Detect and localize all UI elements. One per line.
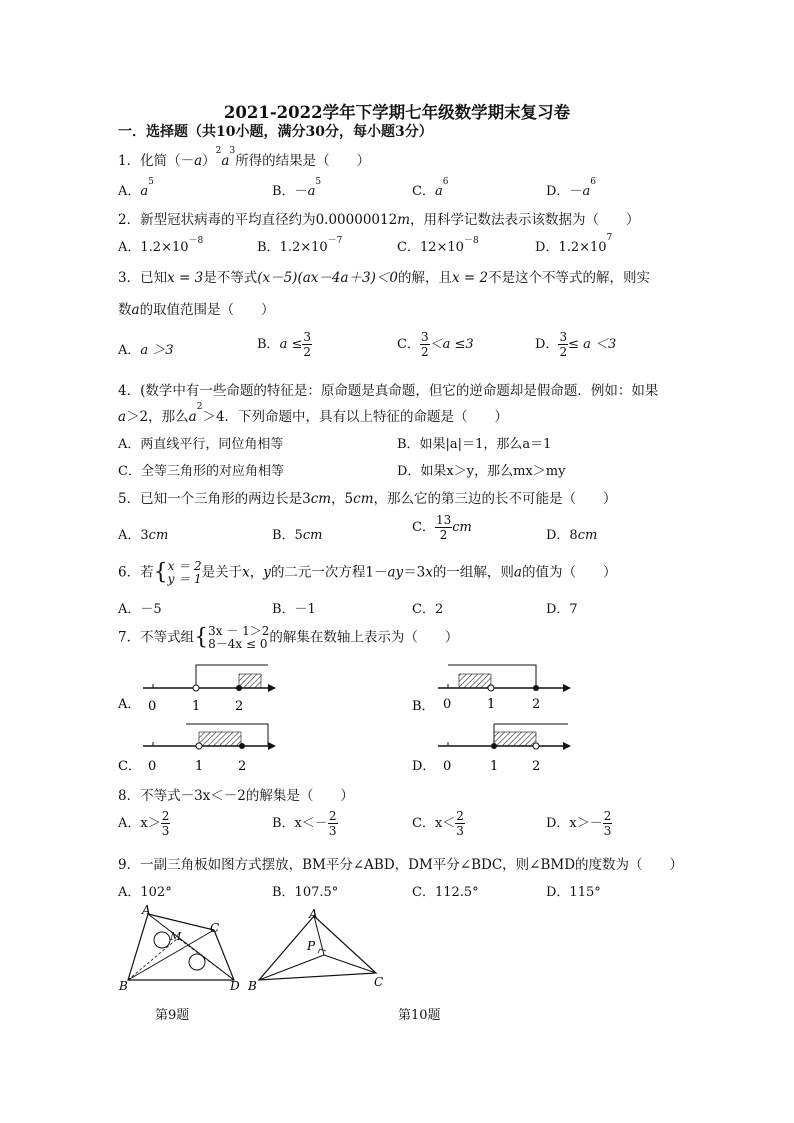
- q1-var: a: [221, 153, 230, 169]
- figure-10: [244, 908, 404, 993]
- q9-option-b[interactable]: B．107.5°: [272, 885, 339, 900]
- question-4: 4．(数学中有一些命题的特征是：原命题是真命题，但它的逆命题却是假命题．例如：如果: [118, 383, 659, 399]
- question-4-line-2: a＞2，那么$a^2>4$．下列命题中，具有以上特征的命题是（ ）: [118, 402, 509, 425]
- q6-option-c[interactable]: C．2: [412, 602, 444, 617]
- svg-text:2: 2: [532, 759, 541, 774]
- q5-option-c[interactable]: C． $\frac{13}{2}$ cm: [412, 513, 472, 542]
- q8-option-c[interactable]: C．x＜ $\frac{2}{3}$: [412, 809, 464, 838]
- svg-text:0: 0: [443, 697, 452, 712]
- q7-option-d-numberline[interactable]: [412, 724, 571, 774]
- figure-9-caption: 第9题: [155, 1008, 190, 1023]
- svg-text:B: B: [248, 979, 257, 993]
- svg-text:C: C: [210, 921, 220, 935]
- q1-text: 1．化简（－: [118, 153, 195, 169]
- svg-text:C．: C．: [118, 759, 141, 774]
- q4-option-a[interactable]: A．两直线平行，同位角相等: [118, 437, 284, 452]
- q7-number-lines: [118, 660, 718, 780]
- q1-exp: 3: [229, 146, 236, 156]
- figure-10-caption: 第10题: [398, 1008, 441, 1023]
- q1-text: 所得的结果是（ ）: [235, 153, 371, 169]
- q2-option-d[interactable]: D．$1.2\times 10^7$: [535, 233, 613, 255]
- svg-text:A: A: [142, 903, 151, 917]
- q1-option-c[interactable]: C．$a^6$: [412, 177, 449, 199]
- q2-option-c[interactable]: C．$12\times 10^{-8}$: [397, 236, 479, 255]
- question-1: [118, 146, 371, 169]
- question-3: 3．已知x = 3是不等式(x－5)(ax－4a＋3)＜0的解，且x = 2不是这个不等式的解，则实: [118, 270, 651, 286]
- section-heading: 一．选择题（共10小题，满分30分，每小题3分）: [118, 124, 433, 140]
- question-7: 7．不等式组{ 3x － 1＞2 8－4x ≤ 0 的解集在数轴上表示为（ ）: [118, 624, 459, 651]
- q2-option-a[interactable]: A．$1.2\times 10^{-8}$: [118, 236, 204, 255]
- question-3-line-2: 数a的取值范围是（ ）: [118, 302, 275, 318]
- svg-text:0: 0: [443, 759, 452, 774]
- q1-text: ）: [202, 153, 216, 169]
- q1-option-a[interactable]: A．$a^5$: [118, 177, 154, 199]
- q3-option-b[interactable]: B．a ≤ $\frac{3}{2}$: [257, 330, 311, 359]
- q8-option-a[interactable]: A．x＞ $\frac{2}{3}$: [118, 809, 170, 838]
- svg-text:B．: B．: [412, 699, 435, 714]
- q6-option-a[interactable]: A．－5: [118, 602, 162, 617]
- svg-text:C: C: [374, 975, 384, 989]
- svg-text:D: D: [230, 979, 240, 993]
- q6-option-d[interactable]: D．7: [546, 602, 578, 617]
- q8-option-d[interactable]: D．x＞－ $\frac{2}{3}$: [546, 809, 612, 838]
- q3-option-c[interactable]: C． $\frac{3}{2}$ ＜a ≤3: [397, 330, 474, 359]
- svg-text:A．: A．: [118, 697, 141, 712]
- q9-option-a[interactable]: A．102°: [118, 885, 172, 900]
- q2-option-b[interactable]: B．$1.2\times 10^{-7}$: [257, 236, 343, 255]
- question-5: 5．已知一个三角形的两边长是3cm，5cm，那么它的第三边的长不可能是（ ）: [118, 491, 617, 507]
- q4-option-b[interactable]: B．如果|a|＝1，那么a＝1: [397, 437, 552, 452]
- q6-option-b[interactable]: B．－1: [272, 602, 316, 617]
- svg-text:2: 2: [235, 699, 244, 714]
- svg-text:1: 1: [490, 759, 499, 774]
- q3-option-d[interactable]: D． $\frac{3}{2}$ ≤ a ＜3: [535, 330, 617, 359]
- q5-option-a[interactable]: A．3cm: [118, 528, 169, 543]
- q7-option-a-numberline[interactable]: [118, 665, 276, 714]
- figure-9: [118, 900, 253, 998]
- q9-option-d[interactable]: D．115°: [546, 885, 601, 900]
- q4-option-c[interactable]: C．全等三角形的对应角相等: [118, 464, 284, 479]
- svg-text:1: 1: [195, 759, 204, 774]
- q1-exp: 2: [215, 146, 222, 156]
- svg-text:2: 2: [238, 759, 247, 774]
- q5-option-d[interactable]: D．8cm: [546, 528, 598, 543]
- q3-option-a[interactable]: A．a ＞3: [118, 343, 174, 358]
- svg-text:M: M: [170, 930, 182, 943]
- question-2: 2．新型冠状病毒的平均直径约为0.00000012m，用科学记数法表示该数据为（ ）: [118, 212, 640, 228]
- q7-option-b-numberline[interactable]: [412, 665, 571, 714]
- question-6: 6．若{ x ＝ 2 y ＝ 1 是关于x，y的二元一次方程1－ay＝3x的一组解，则a的值为（ ）: [118, 559, 617, 586]
- q1-option-b[interactable]: B．$-a^5$: [272, 177, 322, 199]
- svg-text:1: 1: [192, 699, 201, 714]
- svg-text:A: A: [309, 908, 318, 921]
- svg-text:0: 0: [148, 759, 157, 774]
- q1-var: a: [194, 153, 203, 169]
- q7-option-c-numberline[interactable]: [118, 724, 276, 774]
- svg-text:1: 1: [487, 697, 496, 712]
- q1-option-d[interactable]: D．$-a^6$: [546, 177, 596, 199]
- svg-text:0: 0: [148, 699, 157, 714]
- svg-text:2: 2: [532, 697, 541, 712]
- svg-text:P: P: [307, 939, 316, 953]
- q9-option-c[interactable]: C．112.5°: [412, 885, 479, 900]
- q8-option-b[interactable]: B．x＜－ $\frac{2}{3}$: [272, 809, 337, 838]
- question-8: 8．不等式－3x＜－2的解集是（ ）: [118, 788, 354, 804]
- svg-text:B: B: [119, 979, 128, 993]
- q4-option-d[interactable]: D．如果x＞y，那么mx＞my: [397, 464, 566, 479]
- question-9: 9．一副三角板如图方式摆放，BM平分∠ABD，DM平分∠BDC，则∠BMD的度数为（ ）: [118, 857, 684, 873]
- svg-text:D．: D．: [412, 759, 436, 774]
- q5-option-b[interactable]: B．5cm: [272, 528, 323, 543]
- page-title: 2021-2022学年下学期七年级数学期末复习卷: [223, 103, 571, 122]
